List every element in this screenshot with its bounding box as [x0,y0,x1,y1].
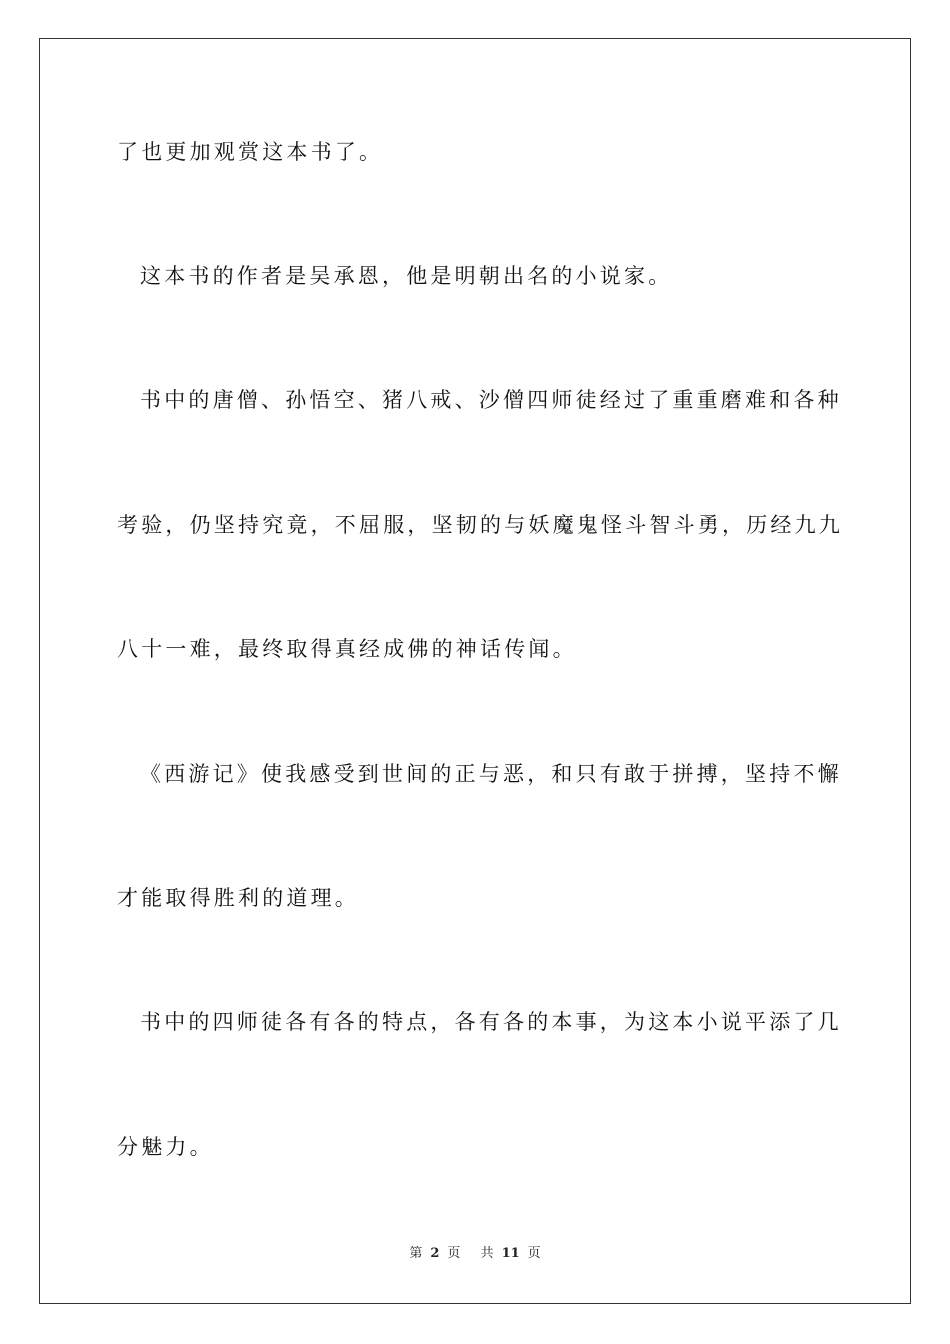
total-suffix: 页 [527,1246,541,1261]
paragraph-line-9: 分魅力。 [117,1135,214,1159]
page-footer [0,1245,950,1263]
paragraph-line-1: 了也更加观赏这本书了。 [117,140,384,164]
total-pages: 11 [501,1246,520,1261]
page-suffix: 页 [447,1246,461,1261]
paragraph-line-7: 才能取得胜利的道理。 [117,886,359,910]
paragraph-line-2: 这本书的作者是吴承恩，他是明朝出名的小说家。 [140,264,673,288]
paragraph-line-8: 书中的四师徒各有各的特点，各有各的本事，为这本小说平添了几 [140,1010,842,1034]
paragraph-line-3: 书中的唐僧、孙悟空、猪八戒、沙僧四师徒经过了重重磨难和各种 [140,388,842,412]
paragraph-line-6: 《西游记》使我感受到世间的正与恶，和只有敢于拼搏，坚持不懈 [140,762,842,786]
page-number: 2 [430,1246,440,1261]
page-indicator [405,1246,464,1261]
paragraph-line-5: 八十一难，最终取得真经成佛的神话传闻。 [117,637,577,661]
page-prefix: 第 [409,1246,423,1261]
paragraph-line-4: 考验，仍坚持究竟，不屈服，坚韧的与妖魔鬼怪斗智斗勇，历经九九 [117,513,843,537]
page-frame [39,38,911,1304]
total-prefix: 共 [480,1246,494,1261]
total-indicator [477,1246,545,1261]
